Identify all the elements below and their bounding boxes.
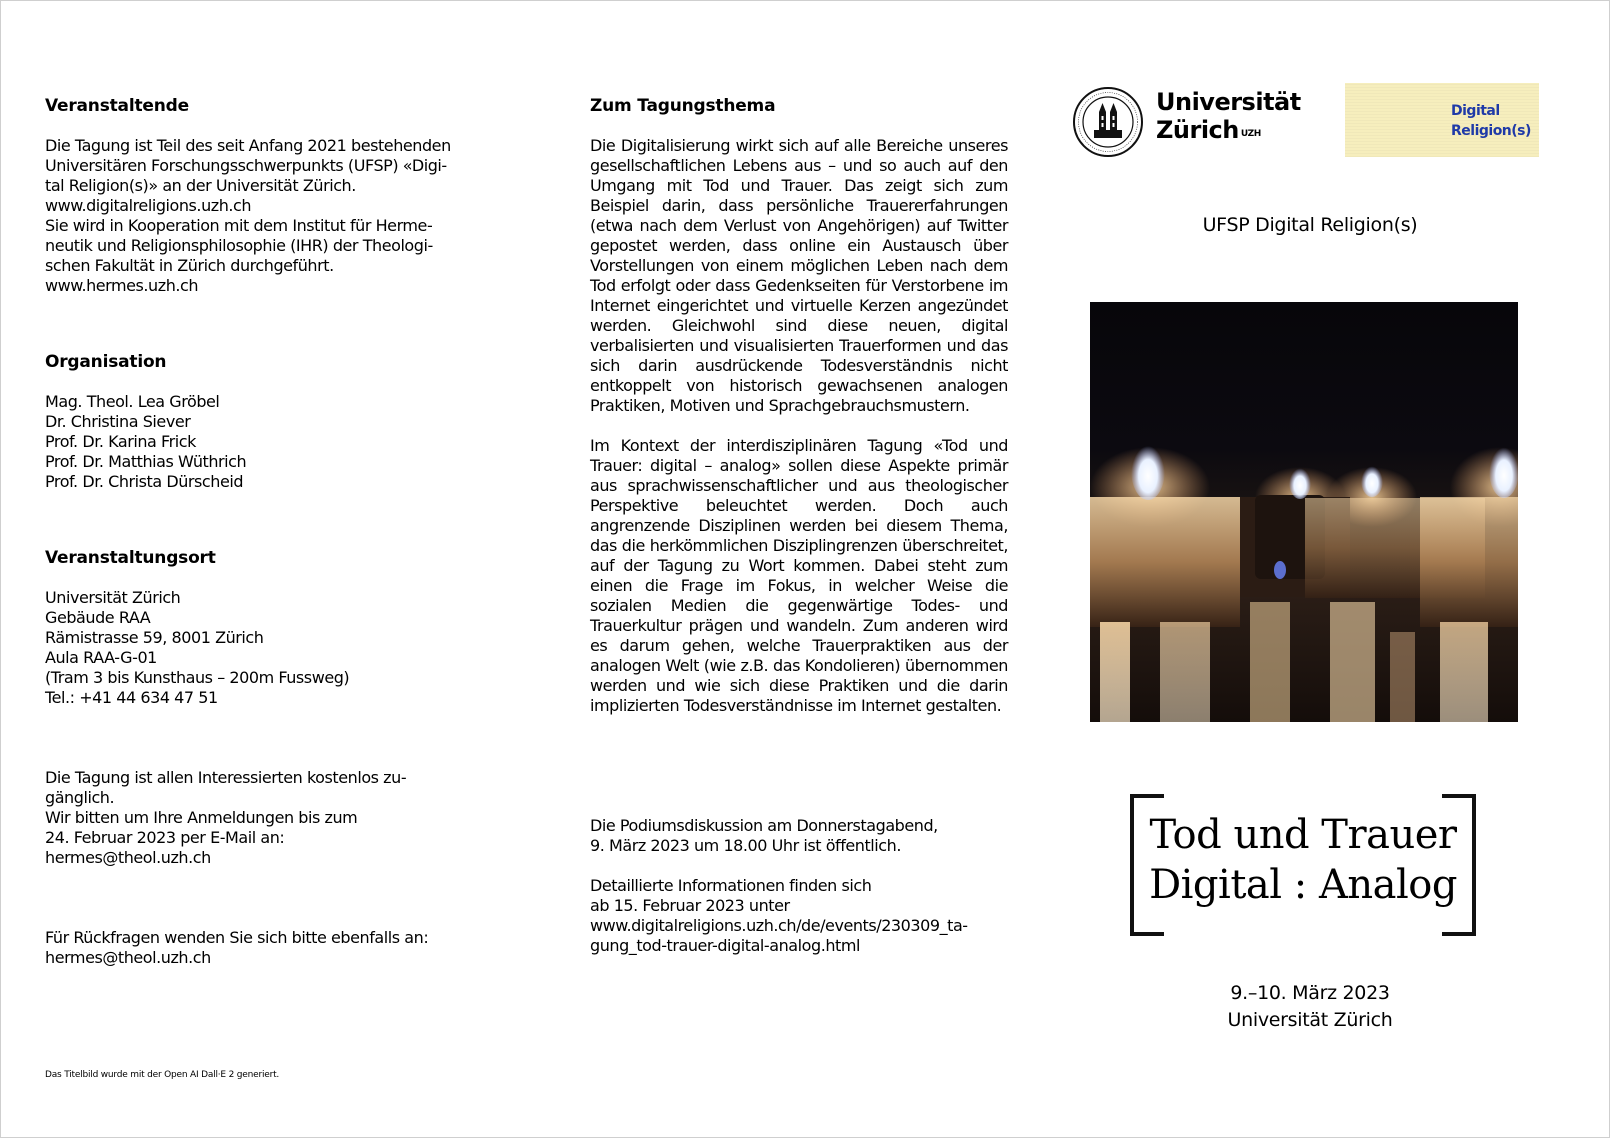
organizer-name: Prof. Dr. Karina Frick [45,432,196,451]
address-line: Aula RAA-G-01 [45,648,157,667]
theme-paragraph-2: Im Kontext der interdisziplinären Tagung «Tod und Trauer: digital – analog» sollen diese Aspekte primär aus sprachwissenschaftlicher und aus theologischer Perspektive beleuchtet werden. Doch auch angrenzende Disziplinen werden bei diesem Thema, das die herkömmlichen Disziplingrenzen überschreitet, auf der Tagung zu Wort kommen. Dabei steht zum einen die Frage im Fokus, in welcher Weise die sozialen Medien die gegenwärtige Todes- und Trauerkultur prägen und wandeln. Zum anderen wird es darum gehen, welche Trauerpraktiken aus der analogen Welt (wie z.B. das Kondolieren) übernommen werden und wie sich diese Praktiken und die darin implizierten Todesverständnisse im Internet gestalten. [590,436,1008,715]
text-line: Die Podiumsdiskussion am Donnerstagabend, [590,816,938,835]
heading-tagungsthema: Zum Tagungsthema [590,96,776,116]
event-url[interactable]: www.digitalreligions.uzh.ch/de/events/230309_ta- [590,916,968,935]
text-line: Für Rückfragen wenden Sie sich bitte ebenfalls an: [45,928,429,947]
event-date: 9.–10. März 2023 [1230,982,1390,1004]
address-line: Rämistrasse 59, 8001 Zürich [45,628,264,647]
organizer-name: Prof. Dr. Christa Dürscheid [45,472,244,491]
uzh-logo [1072,80,1312,160]
ufsp-label: UFSP Digital Religion(s) [1202,214,1418,236]
text-line: Detaillierte Informationen finden sich [590,876,872,895]
event-place: Universität Zürich [1227,1009,1393,1031]
dr-logo-line1: Digital [1451,103,1500,119]
phone-line: Tel.: +41 44 634 47 51 [45,688,218,707]
link-hermes[interactable]: www.hermes.uzh.ch [45,276,199,295]
uzh-name-line2: Zürich $^{UZH}$ [1156,116,1261,144]
podium-note [590,816,1008,856]
candles-photo [1090,302,1518,722]
address-line: Gebäude RAA [45,608,151,627]
address-line: (Tram 3 bis Kunsthaus – 200m Fussweg) [45,668,350,687]
text-line: gänglich. [45,788,115,807]
heading-organisation: Organisation [45,352,167,372]
section-veranstaltende [45,96,480,296]
event-date-place [1140,980,1480,1034]
organizer-name: Mag. Theol. Lea Gröbel [45,392,220,411]
event-title [1130,810,1476,910]
text-line: ab 15. Februar 2023 unter [590,896,790,915]
text-line: 9. März 2023 um 18.00 Uhr ist öffentlich. [590,836,901,855]
organizer-name: Dr. Christina Siever [45,412,191,431]
uzh-name-line1: Universität [1156,88,1301,116]
university-seal-icon [1072,86,1144,158]
title-line1: Tod und Trauer [1149,812,1457,858]
section-anmeldung [45,768,480,868]
email-link[interactable]: hermes@theol.uzh.ch [45,948,211,967]
image-credit-footnote: Das Titelbild wurde mit der Open AI Dall·E 2 generiert. [45,1070,280,1080]
text-line: Die Tagung ist allen Interessierten kostenlos zu- [45,768,407,787]
section-rueckfragen [45,928,480,968]
text-line: Sie wird in Kooperation mit dem Institut für Herme- [45,216,433,235]
info-note [590,876,1008,956]
link-digitalreligions[interactable]: www.digitalreligions.uzh.ch [45,196,252,215]
text-line: Wir bitten um Ihre Anmeldungen bis zum [45,808,358,827]
email-link[interactable]: hermes@theol.uzh.ch [45,848,211,867]
text-line: Universitären Forschungsschwerpunkts (UFSP) «Digi- [45,156,447,175]
title-line2: Digital : Analog [1149,862,1457,908]
event-url[interactable]: gung_tod-trauer-digital-analog.html [590,936,860,955]
text-line: neutik und Religionsphilosophie (IHR) der Theologi- [45,236,433,255]
event-title-box [1130,794,1476,928]
heading-veranstaltungsort: Veranstaltungsort [45,548,216,568]
address-line: Universität Zürich [45,588,181,607]
uzh-wordmark [1156,88,1301,144]
digital-religions-logo [1345,83,1539,157]
middle-panel [590,96,1008,956]
heading-veranstaltende: Veranstaltende [45,96,189,116]
text-line: tal Religion(s)» an der Universität Zürich. [45,176,356,195]
theme-text [590,136,1008,716]
left-panel [45,96,480,1008]
text-line: Die Tagung ist Teil des seit Anfang 2021 bestehenden [45,136,451,155]
text-line: 24. Februar 2023 per E-Mail an: [45,828,285,847]
dr-logo-line2: Religion(s) [1451,123,1531,139]
section-veranstaltungsort [45,548,480,708]
uzh-abbrev: UZH [1240,129,1261,139]
text-line: schen Fakultät in Zürich durchgeführt. [45,256,334,275]
organizer-name: Prof. Dr. Matthias Wüthrich [45,452,247,471]
theme-paragraph-1: Die Digitalisierung wirkt sich auf alle Bereiche unseres gesellschaftlichen Lebens aus – und so auch auf den Umgang mit Tod und Trauer. Das zeigt sich zum Beispiel darin, dass persönliche Trauererfahrungen (etwa nach dem Verlust von Angehörigen) auf Twitter gepostet werden, dass online ein Austausch über Vorstellungen von einem möglichen Leben nach dem Tod erfolgt oder dass Gedenkseiten für Verstorbene im Internet eingerichtet und virtuelle Kerzen angezündet werden. Gleichwohl sind diese neuen, digital verbalisierten und visualisierten Trauerformen und das sich darin ausdrückende Todesverständnis nicht entkoppelt von historisch gewachsenen analogen Praktiken, Motiven und Sprachgebrauchsmustern. [590,136,1008,415]
section-organisation [45,352,480,492]
